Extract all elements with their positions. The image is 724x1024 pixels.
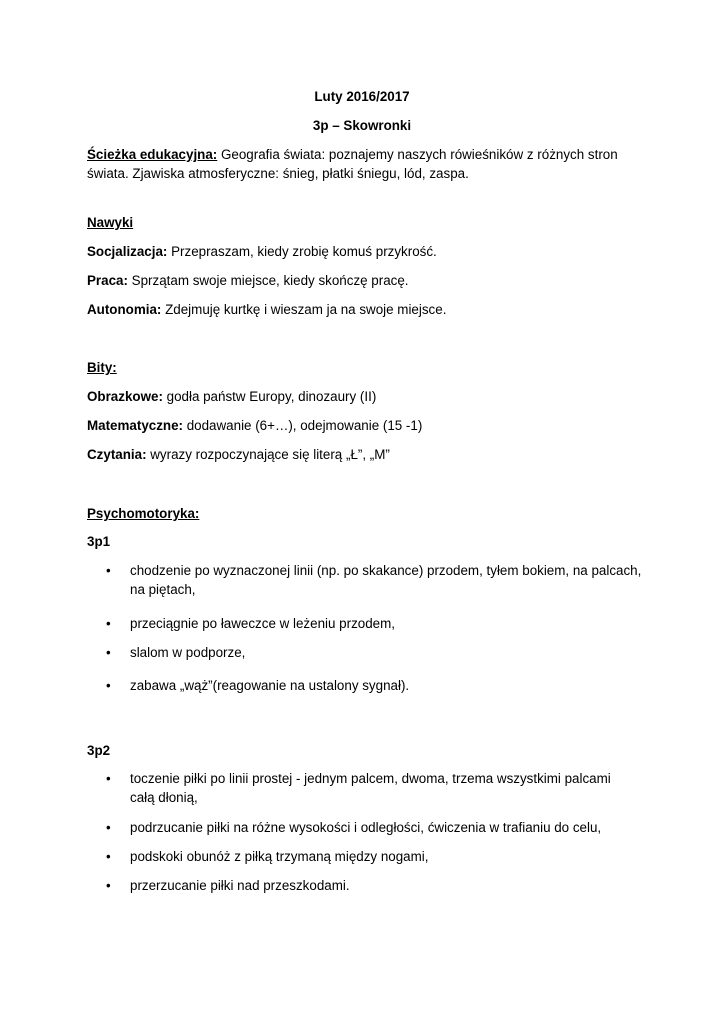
bullet-icon: • bbox=[106, 563, 111, 578]
psychomotor-heading: Psychomotoryka: bbox=[87, 506, 200, 521]
habit-label: Socjalizacja: bbox=[87, 244, 168, 259]
habit-item bbox=[87, 300, 647, 319]
bullet-icon: • bbox=[106, 771, 111, 786]
educational-path-continued bbox=[87, 164, 647, 183]
habit-label: Praca: bbox=[87, 273, 128, 288]
group-title: 3p – Skowronki bbox=[312, 118, 412, 133]
educational-path bbox=[87, 145, 647, 164]
educational-path-text-1: Geografia świata: poznajemy naszych rówieśników z różnych stron bbox=[217, 147, 618, 162]
list-item-text bbox=[130, 561, 660, 599]
habit-item bbox=[87, 242, 647, 261]
document-title: Luty 2016/2017 bbox=[314, 89, 410, 104]
bit-text: wyrazy rozpoczynające się literą „Ł”, „M” bbox=[146, 447, 390, 462]
habit-text: Zdejmuję kurtkę i wieszam ja na swoje miejsce. bbox=[161, 302, 447, 317]
bullet-icon: • bbox=[106, 849, 111, 864]
habit-label: Autonomia: bbox=[87, 302, 162, 317]
group-3p2-heading: 3p2 bbox=[87, 743, 111, 758]
list-item-text: podrzucanie piłki na różne wysokości i odległości, ćwiczenia w trafianiu do celu, bbox=[130, 820, 602, 835]
educational-path-text-2: świata. Zjawiska atmosferyczne: śnieg, płatki śniegu, lód, zaspa. bbox=[87, 166, 469, 181]
bullet-icon: • bbox=[106, 878, 111, 893]
bullet-icon: • bbox=[106, 645, 111, 660]
bit-label: Matematyczne: bbox=[87, 418, 183, 433]
bits-heading: Bity: bbox=[87, 360, 117, 375]
list-item-line: na piętach, bbox=[130, 582, 196, 597]
list-item-line: całą dłonią, bbox=[130, 790, 198, 805]
list-item-text: przeciągnie po ławeczce w leżeniu przodem, bbox=[130, 616, 395, 631]
list-item-text: podskoki obunóż z piłką trzymaną między nogami, bbox=[130, 849, 429, 864]
list-item-text: zabawa „wąż”(reagowanie na ustalony sygnał). bbox=[130, 678, 410, 693]
bit-item bbox=[87, 387, 647, 406]
habit-text: Sprzątam swoje miejsce, kiedy skończę pracę. bbox=[127, 273, 409, 288]
list-item-text bbox=[130, 769, 660, 807]
educational-path-label: Ścieżka edukacyjna: bbox=[87, 147, 218, 162]
bit-item bbox=[87, 416, 647, 435]
habit-text: Przepraszam, kiedy zrobię komuś przykrość. bbox=[167, 244, 437, 259]
habit-item bbox=[87, 271, 647, 290]
bullet-icon: • bbox=[106, 616, 111, 631]
bullet-icon: • bbox=[106, 820, 111, 835]
bit-label: Obrazkowe: bbox=[87, 389, 163, 404]
habits-heading: Nawyki bbox=[87, 215, 134, 230]
list-item-line: toczenie piłki po linii prostej - jednym palcem, dwoma, trzema wszystkimi palcami bbox=[130, 771, 611, 786]
group-3p1-heading: 3p1 bbox=[87, 534, 111, 549]
bit-text: dodawanie (6+…), odejmowanie (15 -1) bbox=[183, 418, 423, 433]
list-item-text: przerzucanie piłki nad przeszkodami. bbox=[130, 878, 350, 893]
list-item-text: slalom w podporze, bbox=[130, 645, 246, 660]
list-item-line: chodzenie po wyznaczonej linii (np. po skakance) przodem, tyłem bokiem, na palcach, bbox=[130, 563, 642, 578]
bit-label: Czytania: bbox=[87, 447, 147, 462]
bit-text: godła państw Europy, dinozaury (II) bbox=[162, 389, 377, 404]
bit-item bbox=[87, 445, 647, 464]
bullet-icon: • bbox=[106, 678, 111, 693]
